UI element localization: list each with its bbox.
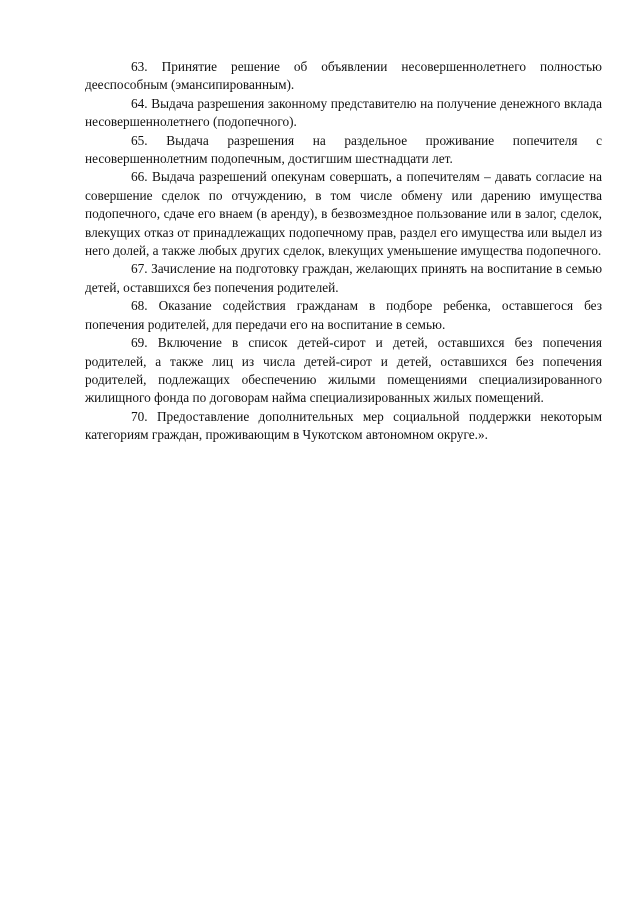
paragraph-item-69: 69. Включение в список детей-сирот и детей, оставшихся без попечения родителей, а также лиц из числа детей-сирот и детей, оставшихся без попечения родителей, подлежащих обеспечению жилыми помещениями специализированного жилищного фонда по договорам найма специализированных жилых помещений.: [85, 335, 602, 406]
paragraph-item-63: 63. Принятие решение об объявлении несовершеннолетнего полностью дееспособным (эмансипированным).: [85, 59, 602, 93]
paragraph-item-65: 65. Выдача разрешения на раздельное проживание попечителя с несовершеннолетним подопечным, достигшим шестнадцати лет.: [85, 132, 602, 167]
paragraph-item-67: 67. Зачисление на подготовку граждан, желающих принять на воспитание в семью детей, оставшихся без попечения родителей.: [85, 261, 602, 295]
paragraph-item-66: 66. Выдача разрешений опекунам совершать, а попечителям – давать согласие на совершение сделок по отчуждению, в том числе обмену или дарению имущества подопечного, сдаче его внаем (в аренду), в безвозмездное пользование или в залог, сделок, влекущих отказ от принадлежащих подопечному прав, раздел его имущества или выдел из него долей, а также любых других сделок, влекущих уменьшение имущества подопечного.: [85, 169, 602, 259]
document-body: [85, 58, 602, 445]
paragraph-item-64: 64. Выдача разрешения законному представителю на получение денежного вклада несовершеннолетнего (подопечного).: [85, 95, 602, 130]
paragraph-item-70: 70. Предоставление дополнительных мер социальной поддержки некоторым категориям граждан, проживающим в Чукотском автономном округе.».: [85, 408, 602, 443]
paragraph-item-68: 68. Оказание содействия гражданам в подборе ребенка, оставшегося без попечения родителей, для передачи его на воспитание в семью.: [85, 298, 602, 332]
